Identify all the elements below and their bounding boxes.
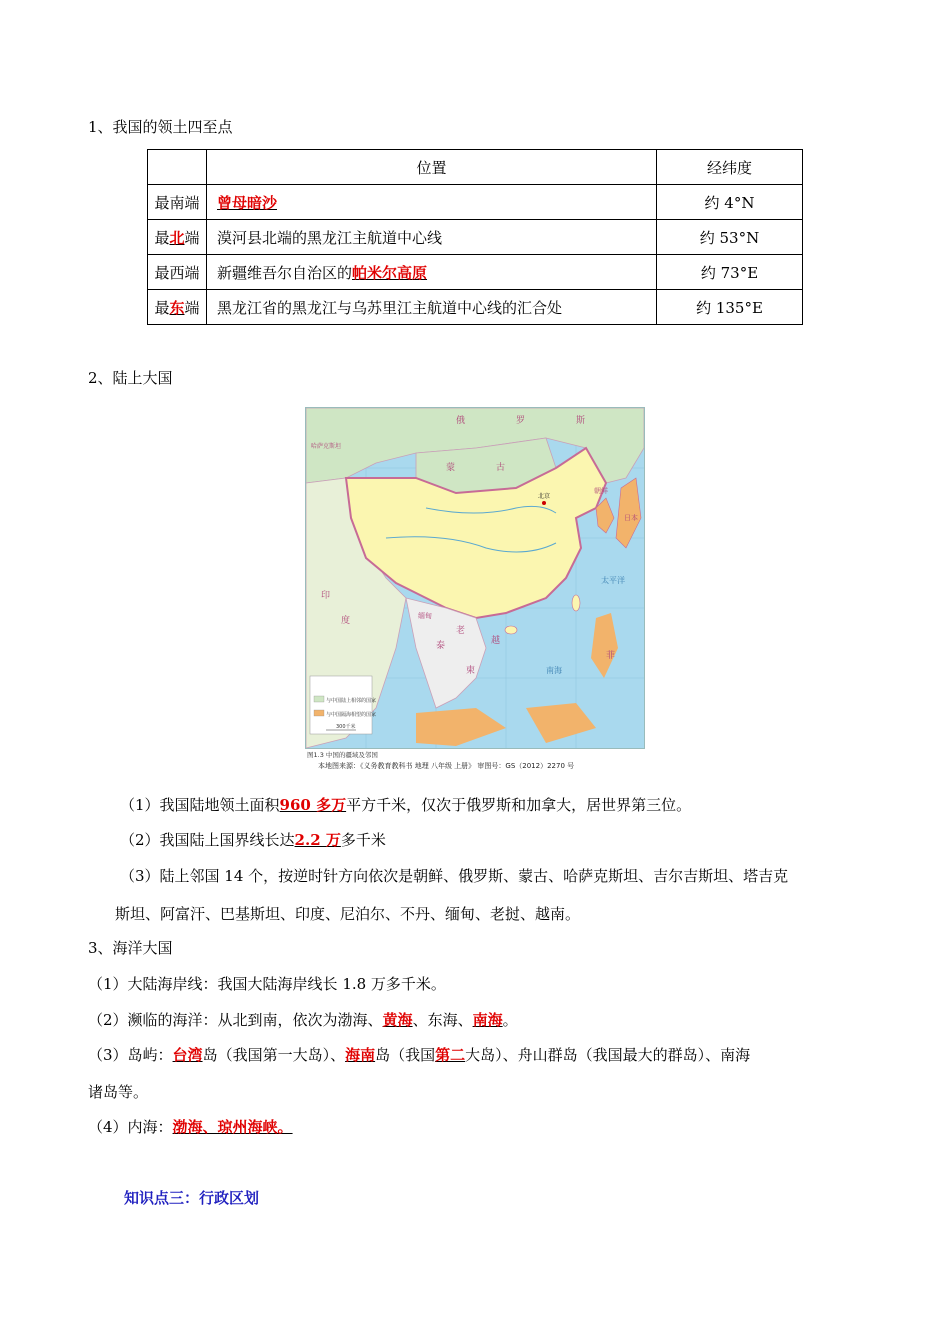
map-label: 缅甸 [418, 612, 432, 620]
map-caption: 图1.3 中国的疆域及邻国 [307, 751, 378, 759]
map-label: 日本 [624, 514, 638, 522]
answer-keyword: 渤海、琼州海峡。 [172, 1118, 293, 1136]
answer-keyword: 东 [169, 298, 185, 317]
answer-keyword: 南海 [472, 1011, 503, 1029]
table-cell-location: 黑龙江省的黑龙江与乌苏里江主航道中心线的汇合处 [207, 290, 657, 325]
neighbors-item-line1: （3）陆上邻国 14 个，按逆时针方向依次是朝鲜、俄罗斯、蒙古、哈萨克斯坦、吉尔吉斯坦、塔吉克 [120, 867, 789, 885]
map-label: 南海 [546, 666, 562, 675]
table-cell-end: 最北端 [148, 220, 207, 255]
table-cell-location: 新疆维吾尔自治区的帕米尔高原 [207, 255, 657, 290]
map-graphic [306, 408, 644, 748]
answer-keyword: 960 多万 [279, 796, 347, 814]
map-label: 古 [496, 463, 506, 473]
map-label: 罗 [516, 416, 526, 426]
table-row [148, 220, 803, 255]
border-length-item: （2）我国陆上国界线长达2.2 万多千米 [120, 831, 386, 849]
islands-item-line2: 诸岛等。 [88, 1083, 149, 1101]
table-cell-end: 最西端 [148, 255, 207, 290]
map-label: 泰 [436, 641, 446, 651]
china-neighbors-map [305, 407, 645, 749]
map-legend-label: 与中国陆上相邻的国家 [326, 698, 377, 704]
table-header-cell: 位置 [207, 150, 657, 185]
knowledge-point-heading: 知识点三：行政区划 [124, 1189, 260, 1207]
section3-title: 3、海洋大国 [88, 939, 173, 957]
table-cell-coord: 约 73°E [657, 255, 803, 290]
islands-item: （3）岛屿：台湾岛（我国第一大岛）、海南岛（我国第二大岛）、舟山群岛（我国最大的群岛）、南海 [88, 1046, 751, 1064]
answer-keyword: 台湾 [172, 1046, 203, 1064]
table-cell-end: 最东端 [148, 290, 207, 325]
table-cell-end: 最南端 [148, 185, 207, 220]
table-header-cell: 经纬度 [657, 150, 803, 185]
extreme-points-table [147, 149, 803, 325]
map-label: 蒙 [446, 463, 456, 473]
coastline-item: （1）大陆海岸线：我国大陆海岸线长 1.8 万多千米。 [88, 975, 446, 993]
map-label: 朝鲜 [594, 487, 608, 495]
table-row [148, 185, 803, 220]
map-label: 柬 [466, 666, 476, 676]
map-label: 俄 [456, 416, 466, 426]
table-cell-coord: 约 135°E [657, 290, 803, 325]
answer-keyword: 2.2 万 [294, 831, 341, 849]
table-row [148, 255, 803, 290]
answer-keyword: 第二 [435, 1046, 466, 1064]
map-label: 北京 [538, 493, 551, 500]
answer-keyword: 黄海 [382, 1011, 413, 1029]
table-cell-location: 漠河县北端的黑龙江主航道中心线 [207, 220, 657, 255]
section2-title: 2、陆上大国 [88, 369, 173, 387]
answer-keyword: 北 [169, 228, 185, 247]
inland-sea-item: （4）内海：渤海、琼州海峡。 [88, 1118, 293, 1136]
answer-keyword: 曾母暗沙 [217, 193, 278, 212]
neighbors-item-line2: 斯坦、阿富汗、巴基斯坦、印度、尼泊尔、不丹、缅甸、老挝、越南。 [115, 905, 581, 923]
table-header-cell [148, 150, 207, 185]
land-area-item: （1）我国陆地领土面积960 多万平方千米，仅次于俄罗斯和加拿大，居世界第三位。 [120, 796, 692, 814]
table-header-row [148, 150, 803, 185]
table-row [148, 290, 803, 325]
map-scale-label: 300千米 [336, 724, 356, 730]
map-label: 斯 [576, 416, 586, 426]
map-label: 老 [456, 626, 466, 636]
map-label: 菲 [606, 651, 616, 661]
map-label: 太平洋 [601, 576, 625, 585]
map-label: 越 [491, 636, 501, 646]
answer-keyword: 海南 [345, 1046, 376, 1064]
map-legend-label: 与中国隔海相望的国家 [326, 712, 377, 718]
map-label: 哈萨克斯坦 [311, 443, 342, 450]
seas-item: （2）濒临的海洋：从北到南，依次为渤海、黄海、东海、南海。 [88, 1011, 518, 1029]
section1-title: 1、我国的领土四至点 [88, 118, 233, 136]
table-cell-location [207, 185, 657, 220]
map-label: 印 [321, 591, 331, 601]
map-label: 度 [341, 616, 351, 626]
table-cell-coord: 约 4°N [657, 185, 803, 220]
answer-keyword: 帕米尔高原 [352, 263, 428, 282]
table-cell-coord: 约 53°N [657, 220, 803, 255]
map-source: 本地图来源：《义务教育教科书 地理 八年级 上册》 审图号：GS（2012）2270 号 [318, 762, 575, 770]
